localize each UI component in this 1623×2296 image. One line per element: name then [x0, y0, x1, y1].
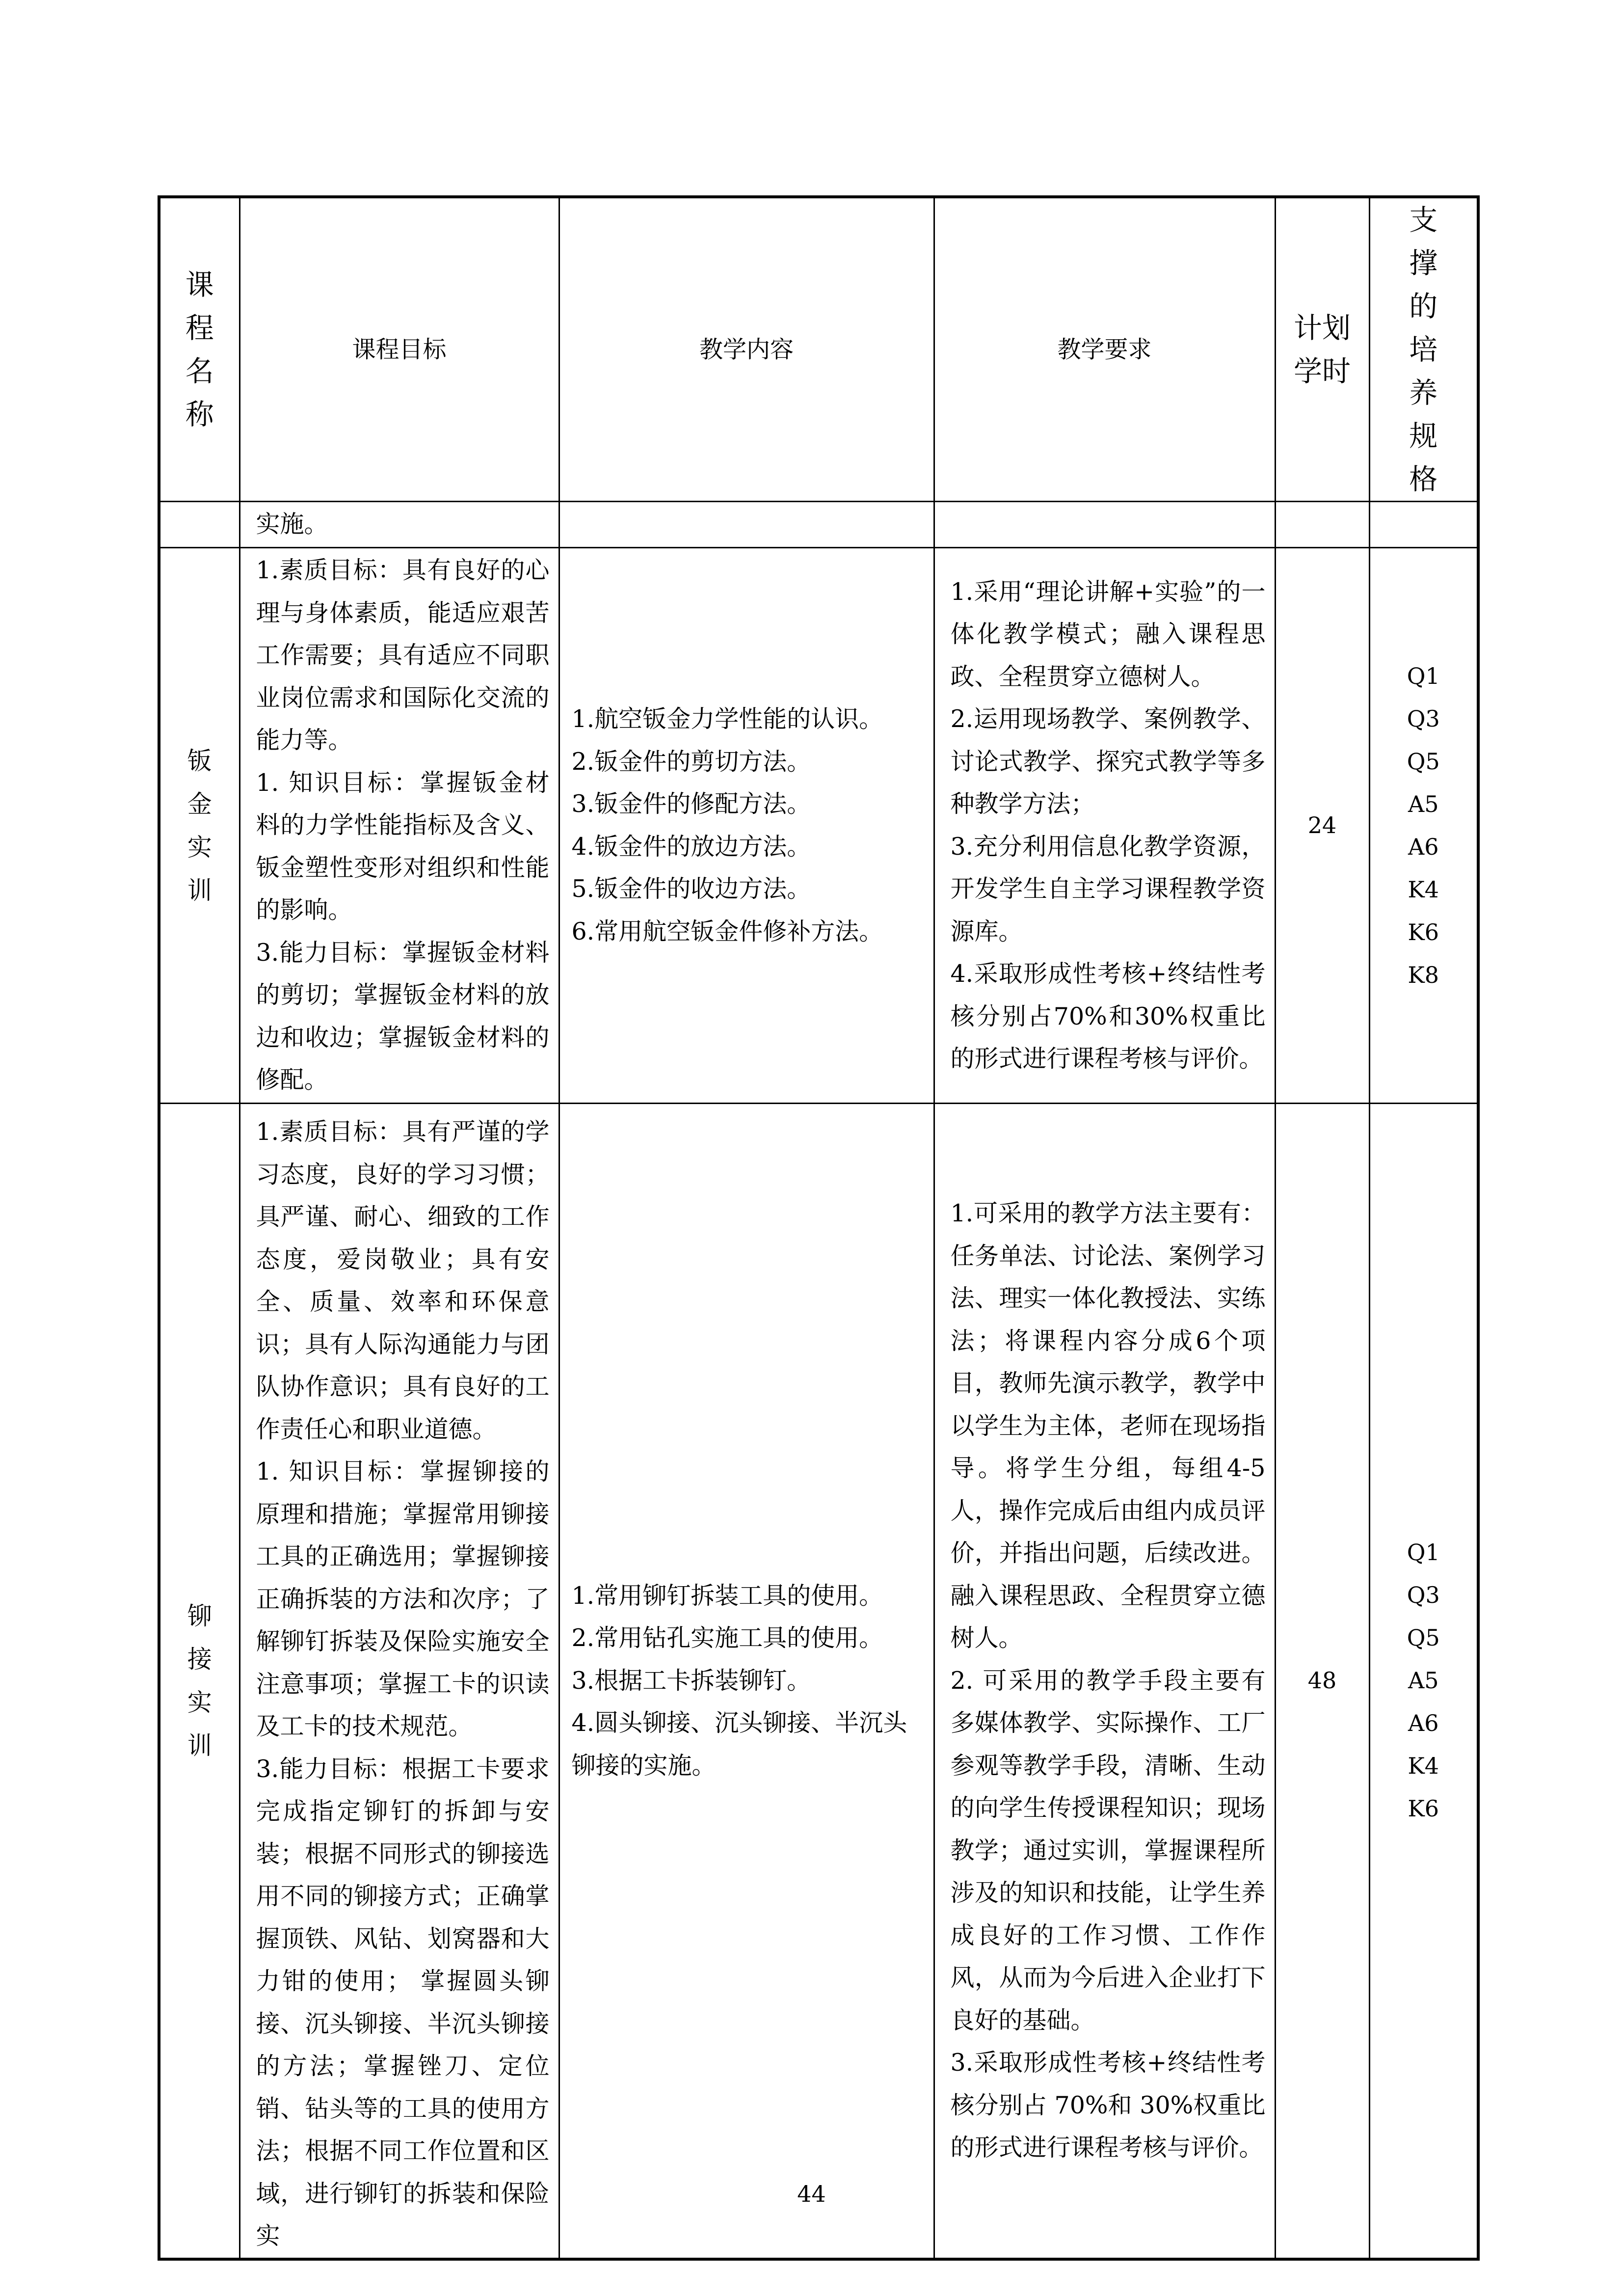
support-code: A5: [1408, 1667, 1439, 1694]
continuation-row: [159, 502, 1478, 548]
requirement-paragraph: 4.采取形成性考核+终结性考核分别占70%和30%权重比的形式进行课程考核与评价。: [950, 960, 1266, 1073]
header-support: 支撑的培养规格: [1369, 197, 1478, 502]
planned-hours: 24: [1275, 548, 1369, 1104]
header-hours: 计划学时: [1275, 197, 1369, 502]
header-objective: 课程目标: [239, 197, 559, 502]
requirement-paragraph: 3.充分利用信息化教学资源，开发学生自主学习课程教学资源库。: [950, 832, 1266, 945]
objective-paragraph: 1.素质目标：具有良好的心理与身体素质，能适应艰苦工作需要；具有适应不同职业岗位需求和国际化交流的能力等。: [256, 556, 550, 755]
support-code: K6: [1408, 918, 1439, 945]
continuation-support-cell: [1369, 502, 1478, 548]
course-objective: [239, 548, 559, 1104]
support-code: Q5: [1407, 748, 1440, 775]
support-code: Q5: [1407, 1624, 1440, 1651]
support-specs: [1369, 1104, 1478, 2259]
table-row: [159, 1104, 1478, 2259]
continuation-objective: 实施。: [239, 502, 559, 548]
content-item: 5.钣金件的收边方法。: [571, 875, 811, 903]
objective-paragraph: 1. 知识目标：掌握钣金材料的力学性能指标及含义、钣金塑性变形对组织和性能的影响。: [256, 768, 550, 924]
support-code: A6: [1408, 833, 1439, 860]
support-code: Q3: [1407, 705, 1440, 732]
course-name: 铆接实训: [159, 1104, 239, 2259]
support-code: K4: [1408, 876, 1439, 903]
teaching-content: [559, 1104, 934, 2259]
content-item: 4.圆头铆接、沉头铆接、半沉头铆接的实施。: [571, 1709, 907, 1780]
planned-hours: 48: [1275, 1104, 1369, 2259]
content-item: 3.根据工卡拆装铆钉。: [571, 1666, 811, 1695]
objective-paragraph: 1.素质目标：具有严谨的学习态度，良好的学习习惯；具严谨、耐心、细致的工作态度，爱岗敬业；具有安全、质量、效率和环保意识；具有人际沟通能力与团队协作意识；具有良好的工作责任心和职业道德。: [256, 1118, 550, 1443]
objective-paragraph: 3.能力目标：根据工卡要求完成指定铆钉的拆卸与安装；根据不同形式的铆接选用不同的铆接方式；正确掌握顶铁、风钻、划窝器和大力钳的使用； 掌握圆头铆接、沉头铆接、半沉头铆接的方法；掌握锉刀、定位销、钻头等的工具的使用方法；根据不同工作位置和区域，进行铆钉的拆装和保险实: [256, 1755, 550, 2250]
content-item: 2.钣金件的剪切方法。: [571, 747, 811, 776]
content-item: 6.常用航空钣金件修补方法。: [571, 917, 883, 945]
support-code: A6: [1408, 1710, 1439, 1737]
requirement-paragraph: 2.运用现场教学、案例教学、讨论式教学、探究式教学等多种教学方法；: [950, 705, 1266, 818]
content-item: 1.航空钣金力学性能的认识。: [571, 705, 883, 733]
table-row: [159, 548, 1478, 1104]
content-item: 2.常用钻孔实施工具的使用。: [571, 1624, 883, 1652]
course-objective: [239, 1104, 559, 2259]
course-table: [158, 195, 1480, 2261]
teaching-requirement: [934, 1104, 1275, 2259]
continuation-content-cell: [559, 502, 934, 548]
teaching-requirement: [934, 548, 1275, 1104]
continuation-requirement-cell: [934, 502, 1275, 548]
requirement-paragraph: 1.采用“理论讲解+实验”的一体化教学模式；融入课程思政、全程贯穿立德树人。: [950, 577, 1266, 691]
support-code: Q1: [1407, 1539, 1440, 1566]
header-content: 教学内容: [559, 197, 934, 502]
content-item: 1.常用铆钉拆装工具的使用。: [571, 1581, 883, 1610]
support-specs: [1369, 548, 1478, 1104]
support-code: K8: [1408, 961, 1439, 988]
continuation-hours-cell: [1275, 502, 1369, 548]
header-row: [159, 197, 1478, 502]
support-code: Q3: [1407, 1582, 1440, 1609]
support-code: K6: [1408, 1795, 1439, 1822]
teaching-content: [559, 548, 934, 1104]
content-item: 3.钣金件的修配方法。: [571, 790, 811, 818]
header-course-name: 课程名称: [159, 197, 239, 502]
requirement-paragraph: 2. 可采用的教学手段主要有多媒体教学、实际操作、工厂参观等教学手段，清晰、生动的向学生传授课程知识；现场教学；通过实训，掌握课程所涉及的知识和技能，让学生养成良好的工作习惯、工作作风，从而为今后进入企业打下良好的基础。: [950, 1666, 1266, 2034]
content-item: 4.钣金件的放边方法。: [571, 832, 811, 861]
support-code: Q1: [1407, 662, 1440, 689]
support-code: A5: [1408, 790, 1439, 817]
requirement-paragraph: 1.可采用的教学方法主要有：任务单法、讨论法、案例学习法、理实一体化教授法、实练法；将课程内容分成6个项目，教师先演示教学，教学中以学生为主体，老师在现场指导。将学生分组，每组4-5人，操作完成后由组内成员评价，并指出问题，后续改进。融入课程思政、全程贯穿立德树人。: [950, 1199, 1266, 1652]
header-requirement: 教学要求: [934, 197, 1275, 502]
requirement-paragraph: 3.采取形成性考核+终结性考核分别占 70%和 30%权重比的形式进行课程考核与评价。: [950, 2049, 1266, 2161]
continuation-name-cell: [159, 502, 239, 548]
course-name: 钣金实训: [159, 548, 239, 1104]
objective-paragraph: 3.能力目标：掌握钣金材料的剪切；掌握钣金材料的放边和收边；掌握钣金材料的修配。: [256, 938, 550, 1094]
support-code: K4: [1408, 1753, 1439, 1780]
objective-paragraph: 1. 知识目标：掌握铆接的原理和措施；掌握常用铆接工具的正确选用；掌握铆接正确拆装的方法和次序；了解铆钉拆装及保险实施安全注意事项；掌握工卡的识读及工卡的技术规范。: [256, 1458, 550, 1740]
page-number: 44: [797, 2181, 826, 2207]
